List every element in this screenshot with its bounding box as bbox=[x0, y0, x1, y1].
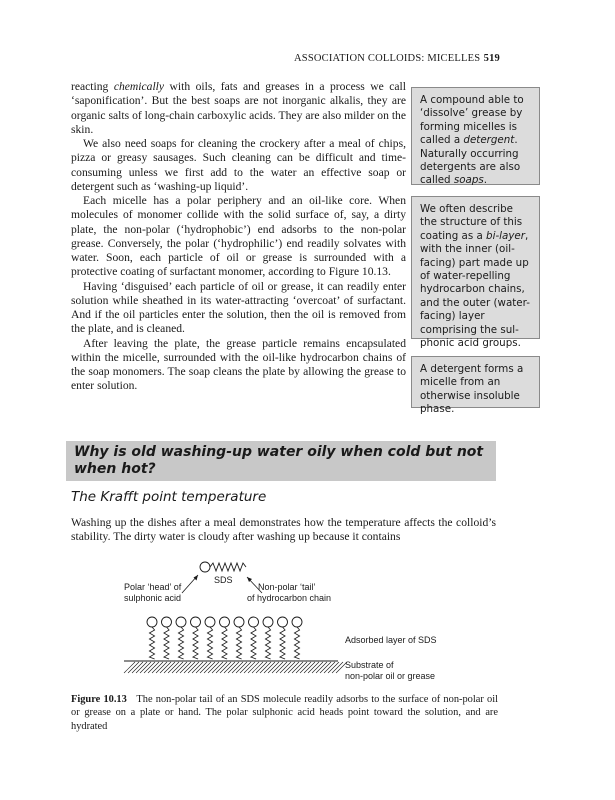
main-text-column bbox=[71, 80, 406, 394]
paragraph-crockery: We also need soaps for cleaning the crockery after a meal of chips, pizza or greasy sausages. Such cleaning can be difficult and time-consuming unless we first add to the water an effective soap or detergent such as ‘washing-up liquid’. bbox=[71, 137, 406, 193]
sds-head-icon bbox=[200, 562, 210, 572]
label-sds: SDS bbox=[214, 575, 233, 585]
hydrocarbon-tail bbox=[193, 627, 198, 659]
polar-head bbox=[249, 617, 259, 627]
hydrocarbon-tail bbox=[222, 627, 227, 659]
sds-monomer bbox=[220, 617, 230, 659]
hydrocarbon-tail bbox=[265, 627, 270, 659]
sds-monomer bbox=[176, 617, 186, 659]
sds-monomer bbox=[147, 617, 157, 659]
polar-head bbox=[162, 617, 172, 627]
sds-monomer bbox=[263, 617, 273, 659]
figure-number: Figure 10.13 bbox=[71, 694, 127, 705]
polar-head bbox=[191, 617, 201, 627]
figure-caption bbox=[71, 693, 498, 733]
sds-tail-icon bbox=[210, 563, 246, 571]
sds-monomer bbox=[191, 617, 201, 659]
hydrocarbon-tail bbox=[207, 627, 212, 659]
running-title: ASSOCIATION COLLOIDS: MICELLES bbox=[294, 53, 481, 64]
substrate-hatching bbox=[124, 662, 347, 673]
adsorbed-sds-layer bbox=[147, 617, 302, 659]
subsection-heading: The Krafft point temperature bbox=[71, 489, 267, 505]
paragraph-saponification: reacting chemically with oils, fats and greases in a process we call ‘saponification’. But the best soaps are not inorganic alkalis, they are organic salts of long-chain carboxylic acids. They are also milder on the skin. bbox=[71, 80, 407, 136]
sds-monomer bbox=[292, 617, 302, 659]
polar-head bbox=[176, 617, 186, 627]
polar-head bbox=[278, 617, 288, 627]
hydrocarbon-tail bbox=[178, 627, 183, 659]
page-number: 519 bbox=[483, 53, 500, 64]
paragraph-encapsulation: After leaving the plate, the grease particle remains encapsulated within the micelle, surrounded with the oil-like hydrocarbon chains of the soap monomers. The soap cleans the plate by allowing the grease to enter solution. bbox=[71, 336, 406, 393]
paragraph-krafft: Washing up the dishes after a meal demonstrates how the temperature affects the colloid’s stability. The dirty water is cloudy after washing up because it contains bbox=[71, 516, 496, 544]
hydrocarbon-tail bbox=[280, 627, 285, 659]
margin-note-detergent: A compound able to ‘dissolve’ grease by forming micelles is called a detergent. Naturally occurring detergents are also called soaps. bbox=[411, 87, 540, 185]
label-polar-head-line1: Polar ‘head’ of bbox=[124, 582, 182, 592]
margin-note-micelle-phase: A detergent forms a micelle from an otherwise insoluble phase. bbox=[411, 356, 540, 408]
polar-head bbox=[234, 617, 244, 627]
hydrocarbon-tail bbox=[164, 627, 169, 659]
hydrocarbon-tail bbox=[294, 627, 299, 659]
label-substrate-line2: non-polar oil or grease bbox=[345, 671, 436, 681]
polar-head bbox=[220, 617, 230, 627]
polar-head bbox=[263, 617, 273, 627]
label-polar-head-line2: sulphonic acid bbox=[124, 593, 182, 603]
sds-monomer bbox=[162, 617, 172, 659]
sds-monomer bbox=[234, 617, 244, 659]
polar-head bbox=[292, 617, 302, 627]
section-heading: Why is old washing-up water oily when cold but not when hot? bbox=[66, 441, 496, 481]
polar-head bbox=[147, 617, 157, 627]
label-nonpolar-tail-line1: Non-polar ‘tail’ bbox=[258, 582, 316, 592]
paragraph-micelle-structure: Each micelle has a polar periphery and an oil-like core. When molecules of monomer collide with the solid surface of, say, a dirty plate, the non-polar (‘hydrophobic’) end adsorbs to the non-polar grease. Conversely, the polar (‘hydrophilic’) end readily solvates with water. Soon, each particle of oil or grease is surrounded with a protective coating of surfactant monomer, according to Figure 10.13. bbox=[71, 194, 406, 279]
polar-head bbox=[205, 617, 215, 627]
label-nonpolar-tail-line2: of hydrocarbon chain bbox=[247, 593, 332, 603]
hydrocarbon-tail bbox=[251, 627, 256, 659]
label-substrate-line1: Substrate of bbox=[345, 660, 394, 670]
hydrocarbon-tail bbox=[149, 627, 154, 659]
margin-note-bilayer: We often describe the structure of this coating as a bi-layer, with the inner (oil-facing) part made up of water-repelling hydrocarbon chains, and the outer (water-facing) layer comprising the sulphonic acid groups. bbox=[411, 196, 540, 339]
figure-caption-text: The non-polar tail of an SDS molecule readily adsorbs to the surface of non-polar oil or grease on a plate or hand. The polar sulphonic acid heads point toward the solution, and are hydrated bbox=[71, 694, 498, 732]
hydrocarbon-tail bbox=[236, 627, 241, 659]
sds-monomer bbox=[249, 617, 259, 659]
sds-adsorption-figure bbox=[110, 560, 480, 688]
sds-monomer bbox=[278, 617, 288, 659]
paragraph-disguised-particle: Having ‘disguised’ each particle of oil or grease, it can readily enter solution while sheathed in its water-attracting ‘overcoat’ of surfactant. And if the oil particles enter the solution, then the oil is removed from the plate, and is cleaned. bbox=[71, 279, 406, 336]
emphasis-chemically: chemically bbox=[113, 80, 165, 93]
sds-monomer bbox=[205, 617, 215, 659]
label-adsorbed-layer: Adsorbed layer of SDS bbox=[345, 635, 437, 645]
